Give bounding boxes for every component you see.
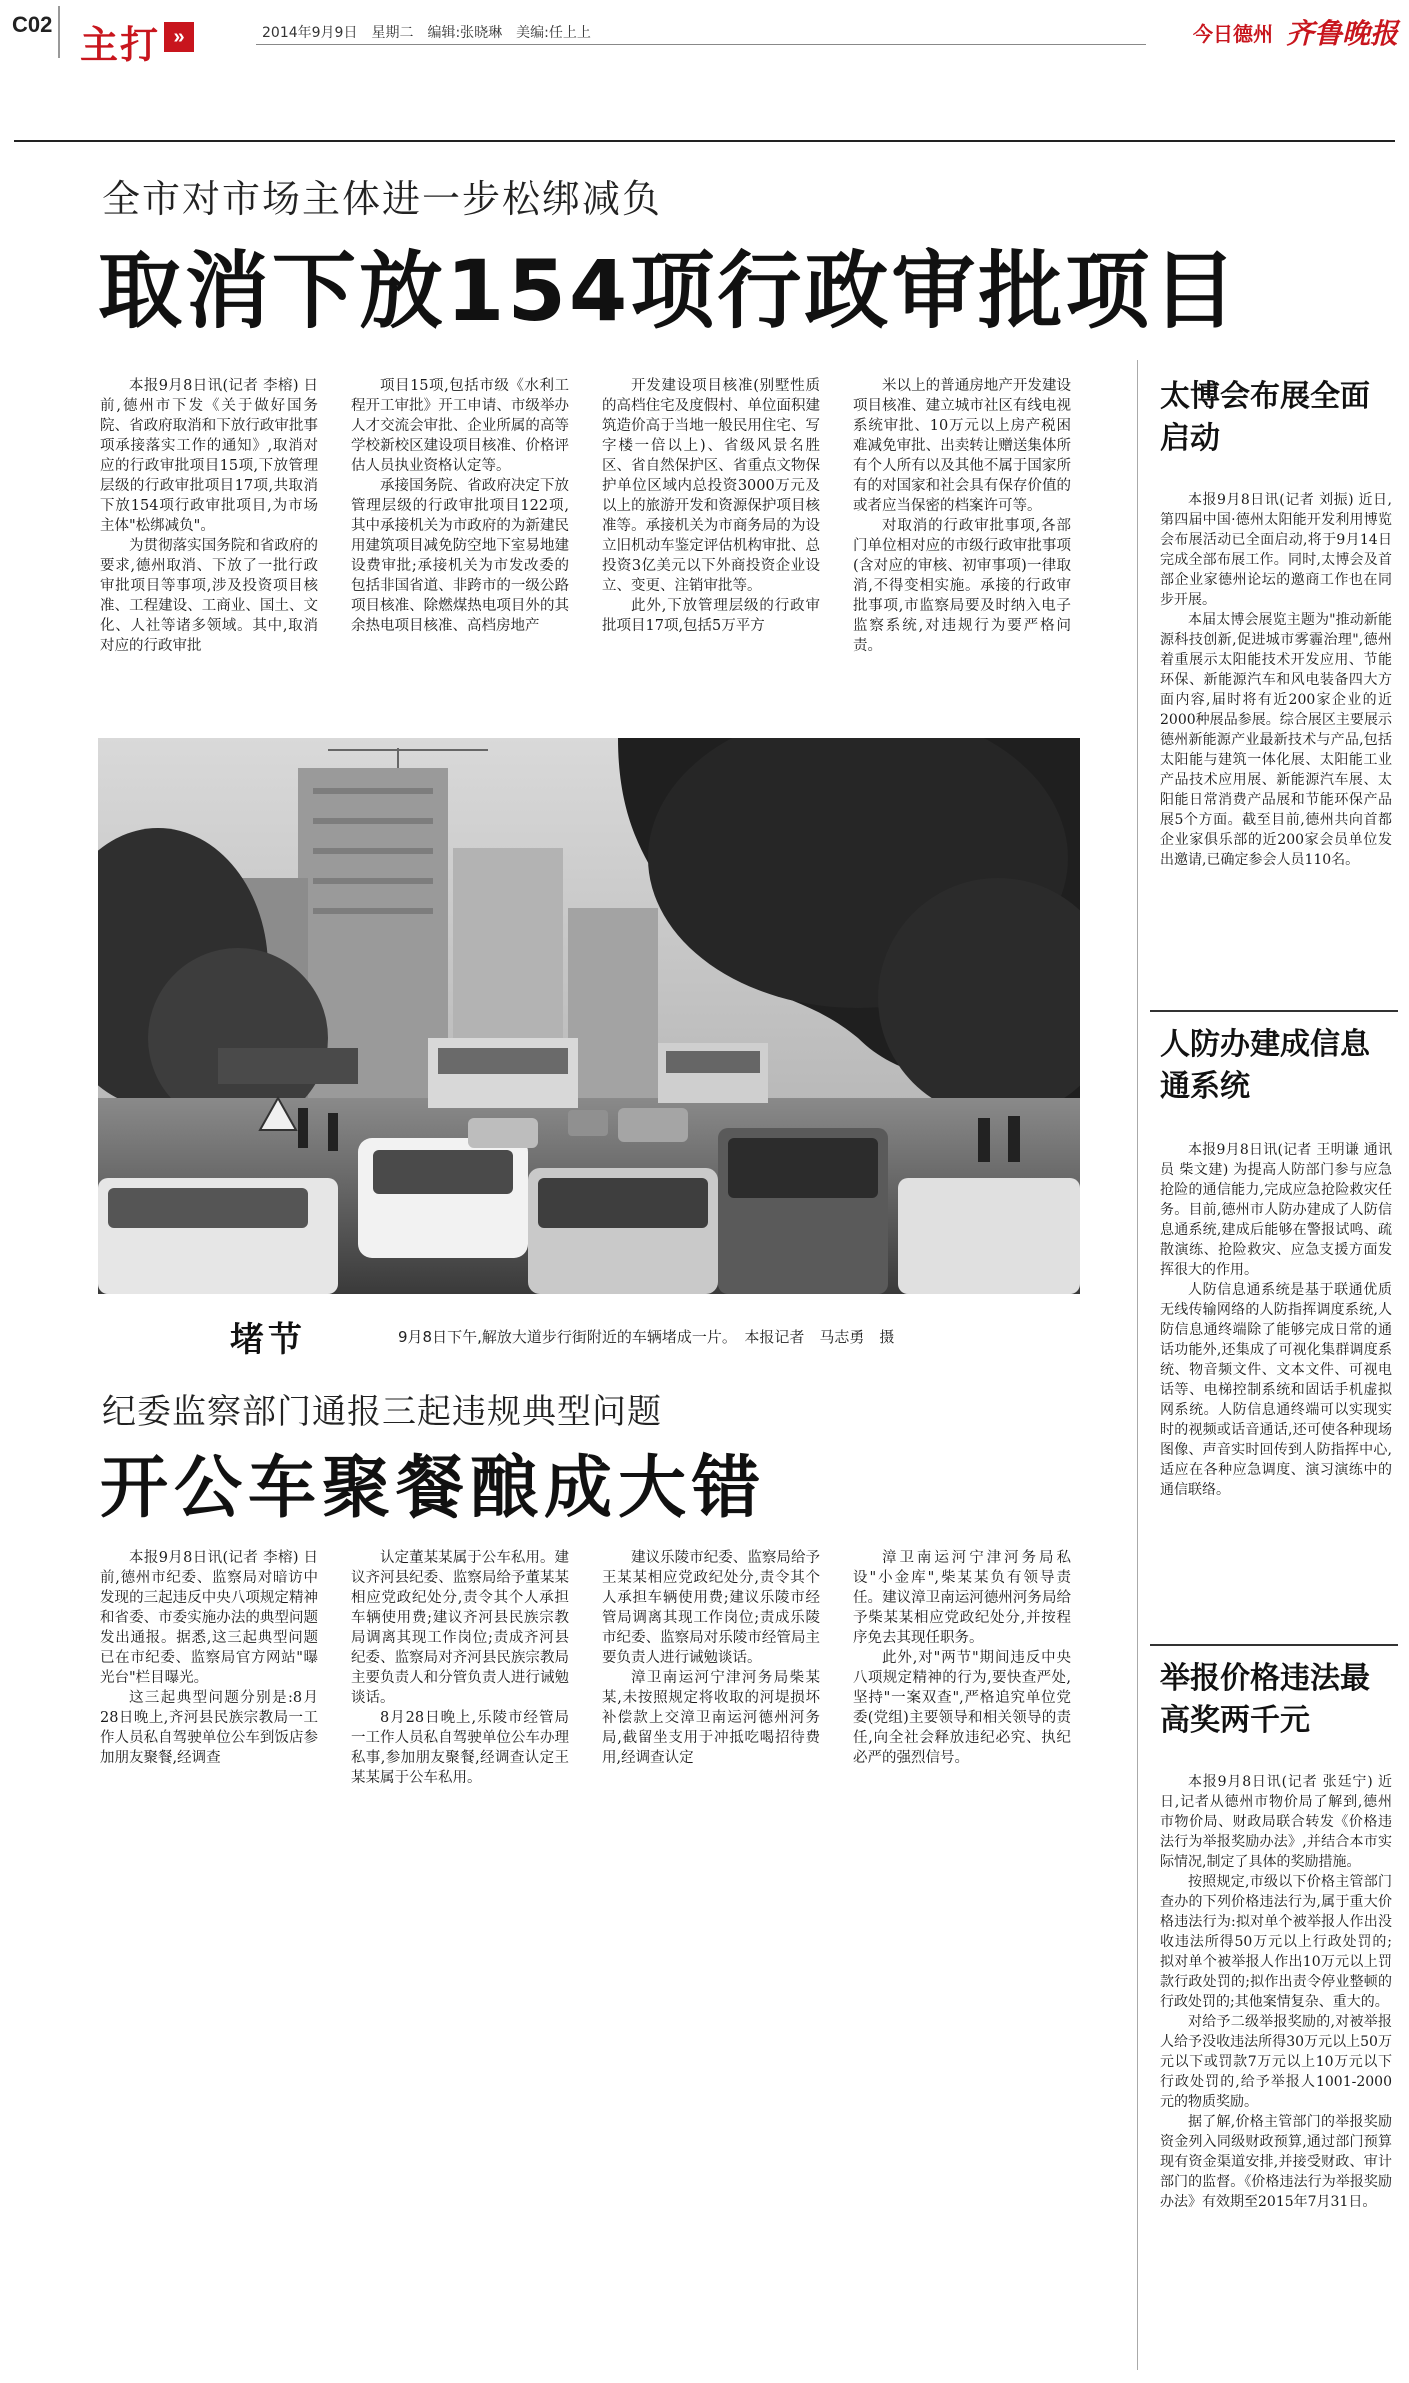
expo-headline	[1160, 376, 1390, 460]
paragraph: 对取消的行政审批事项,各部门单位相对应的市级行政审批事项(含对应的审核、初审事项)一律取消,不得变相实施。承接的行政审批事项,市监察局要及时纳入电子监察系统,对违规行为要严格问责。	[853, 518, 1071, 654]
paragraph: 本报9月8日讯(记者 李榕) 日前,德州市纪委、监察局对暗访中发现的三起违反中央八项规定精神和省委、市委实施办法的典型问题发出通报。据悉,这三起典型问题已在市纪委、监察局官方网站"曝光台"栏目曝光。	[100, 1550, 318, 1686]
story2-column-1	[100, 1548, 318, 1768]
paragraph: 8月28日晚上,乐陵市经管局一工作人员私自驾驶单位公车办理私事,参加朋友聚餐,经调查认定王某某属于公车私用。	[351, 1710, 569, 1786]
photo-label: 堵节	[230, 1320, 306, 1360]
paragraph: 此外,对"两节"期间违反中央八项规定精神的行为,要快查严处,坚持"一案双查",严格追究单位党委(党组)主要领导和相关领导的责任,向全社会释放违纪必究、执纪必严的强烈信号。	[853, 1650, 1071, 1766]
story2-headline: 开公车聚餐酿成大错	[100, 1449, 767, 1528]
paragraph: 项目15项,包括市级《水利工程开工审批》开工申请、市级举办人才交流会审批、企业所属的高等学校新校区建设项目核准、价格评估人员执业资格认定等。	[351, 378, 569, 474]
sidebar-rule	[1150, 1644, 1398, 1646]
expo-body	[1160, 490, 1392, 870]
paragraph: 漳卫南运河宁津河务局柴某某,未按照规定将收取的河堤损坏补偿款上交漳卫南运河德州河务局,截留坐支用于冲抵吃喝招待费用,经调查认定	[602, 1670, 820, 1766]
story2-column-2	[351, 1548, 569, 1788]
header-divider	[58, 6, 60, 58]
paragraph: 本报9月8日讯(记者 刘振) 近日,第四届中国·德州太阳能开发利用博览会布展活动已全面启动,将于9月14日完成全部布展工作。同时,太博会及首部企业家德州论坛的邀商工作也在同步开展。	[1160, 492, 1392, 608]
paragraph: 认定董某某属于公车私用。建议齐河县纪委、监察局给予董某某相应党政纪处分,责令其个人承担车辆使用费;建议齐河县民族宗教局调离其现工作岗位;责成齐河县纪委、监察局对齐河县民族宗教局主要负责人和分管负责人进行诫勉谈话。	[351, 1550, 569, 1706]
section-arrow-icon: »	[164, 22, 194, 52]
paragraph: 漳卫南运河宁津河务局私设"小金库",柴某某负有领导责任。建议漳卫南运河德州河务局给予柴某某相应党政纪处分,并按程序免去其现任职务。	[853, 1550, 1071, 1646]
lead-column-2	[351, 376, 569, 636]
price-report-headline	[1160, 1658, 1390, 1742]
paragraph: 本届太博会展览主题为"推动新能源科技创新,促进城市雾霾治理",德州着重展示太阳能技术开发应用、节能环保、新能源汽车和风电装备四大方面内容,届时将有近200家企业的近2000种展品参展。综合展区主要展示德州新能源产业最新技术与产品,包括太阳能与建筑一体化展、太阳能工业产品技术应用展、新能源汽车展、太阳能日常消费产品展和节能环保产品展5个方面。截至目前,德州共向首都企业家俱乐部的近200家会员单位发出邀请,已确定参会人员110名。	[1160, 612, 1392, 868]
lead-headline: 取消下放154项行政审批项目	[98, 242, 1240, 340]
paragraph: 人防信息通系统是基于联通优质无线传输网络的人防指挥调度系统,人防信息通终端除了能够完成日常的通话功能外,还集成了可视化集群调度系统、物音频文件、文本文件、可视电话等、电梯控制系统和固话手机虚拟网系统。人防信息通终端可以实现实时的视频或话音通话,还可使各种现场图像、声音实时回传到人防指挥中心,适应在各种应急调度、演习演练中的通信联络。	[1160, 1282, 1392, 1498]
paragraph: 这三起典型问题分别是:8月28日晚上,齐河县民族宗教局一工作人员私自驾驶单位公车到饭店参加朋友聚餐,经调查	[100, 1690, 318, 1766]
column-name: 今日德州	[1193, 22, 1273, 46]
paragraph: 建议乐陵市纪委、监察局给予王某某相应党政纪处分,责令其个人承担车辆使用费;建议乐陵市经管局调离其现工作岗位;责成乐陵市纪委、监察局对乐陵市经管局主要负责人进行诫勉谈话。	[602, 1550, 820, 1666]
top-rule	[14, 140, 1395, 142]
paragraph: 本报9月8日讯(记者 张廷宁) 近日,记者从德州市物价局了解到,德州市物价局、财政局联合转发《价格违法行为举报奖励办法》,并结合本市实际情况,制定了具体的奖励措施。	[1160, 1774, 1392, 1870]
civil-defense-headline	[1160, 1024, 1390, 1108]
lead-column-4	[853, 376, 1071, 656]
lead-column-3	[602, 376, 820, 636]
traffic-photo-image	[98, 738, 1080, 1294]
paragraph: 本报9月8日讯(记者 王明谦 通讯员 柴文建) 为提高人防部门参与应急抢险的通信能力,完成应急抢险救灾任务。目前,德州市人防办建成了人防信息通系统,建成后能够在警报试鸣、疏散演练、抢险救灾、应急支援方面发挥很大的作用。	[1160, 1142, 1392, 1278]
lead-column-1	[100, 376, 318, 656]
price-report-headline-text: 举报价格违法最高奖两千元	[1160, 1661, 1370, 1738]
paragraph: 据了解,价格主管部门的举报奖励资金列入同级财政预算,通过部门预算现有资金渠道安排,并接受财政、审计部门的监督。《价格违法行为举报奖励办法》有效期至2015年7月31日。	[1160, 2114, 1392, 2210]
story2-subtitle: 纪委监察部门通报三起违规典型问题	[102, 1392, 662, 1432]
paragraph: 为贯彻落实国务院和省政府的要求,德州取消、下放了一批行政审批项目等事项,涉及投资项目核准、工程建设、工商业、国土、文化、人社等诸多领域。其中,取消对应的行政审批	[100, 538, 318, 654]
paragraph: 承接国务院、省政府决定下放管理层级的行政审批项目122项,其中承接机关为市政府的为新建民用建筑项目减免防空地下室易地建设费审批;承接机关为市发改委的包括非国省道、非跨市的一级公路项目核准、除燃煤热电项目外的其余热电项目核准、高档房地产	[351, 478, 569, 634]
lead-subtitle: 全市对市场主体进一步松绑减负	[102, 177, 663, 221]
paragraph: 米以上的普通房地产开发建设项目核准、建立城市社区有线电视系统审批、10万元以上房产税困难减免审批、出卖转让赠送集体所有个人所有以及其他不属于国家所有的对国家和社会具有保存价值的或者应当保密的档案许可等。	[853, 378, 1071, 514]
price-report-body	[1160, 1772, 1392, 2212]
paragraph: 此外,下放管理层级的行政审批项目17项,包括5万平方	[602, 598, 820, 634]
story2-column-3	[602, 1548, 820, 1768]
civil-defense-headline-text: 人防办建成信息通系统	[1160, 1027, 1370, 1104]
sidebar-divider	[1137, 360, 1138, 2370]
issue-meta: 2014年9月9日 星期二 编辑:张晓琳 美编:任上上	[262, 25, 591, 41]
story2-column-4	[853, 1548, 1071, 1768]
paragraph: 开发建设项目核准(别墅性质的高档住宅及度假村、单位面积建筑造价高于当地一般民用住宅、写字楼一倍以上)、省级风景名胜区、省自然保护区、省重点文物保护单位区域内总投资3000万元及以上的旅游开发和资源保护项目核准等。承接机关为市商务局的为设立旧机动车鉴定评估机构审批、总投资3亿美元以下外商投资企业设立、变更、注销审批等。	[602, 378, 820, 594]
sidebar-rule	[1150, 1010, 1398, 1012]
paragraph: 按照规定,市级以下价格主管部门查办的下列价格违法行为,属于重大价格违法行为:拟对单个被举报人作出没收违法所得50万元以上行政处罚的;拟对单个被举报人作出10万元以上罚款行政处罚的;拟作出责令停业整顿的行政处罚的;其他案情复杂、重大的。	[1160, 1874, 1392, 2010]
photo-caption: 9月8日下午,解放大道步行街附近的车辆堵成一片。 本报记者 马志勇 摄	[398, 1328, 895, 1346]
paragraph: 本报9月8日讯(记者 李榕) 日前,德州市下发《关于做好国务院、省政府取消和下放行政审批事项承接落实工作的通知》,取消对应的行政审批项目15项,下放管理层级的行政审批项目17项,共取消下放154项行政审批项目,为市场主体"松绑减负"。	[100, 378, 318, 534]
newspaper-logo: 齐鲁晚报	[1286, 17, 1399, 50]
section-title: 主打	[80, 23, 161, 67]
traffic-photo	[98, 738, 1080, 1294]
civil-defense-body	[1160, 1140, 1392, 1500]
expo-headline-text: 太博会布展全面启动	[1160, 379, 1370, 456]
paragraph: 对给予二级举报奖励的,对被举报人给予没收违法所得30万元以上50万元以下或罚款7万元以上10万元以下行政处罚的,给予举报人1001-2000元的物质奖励。	[1160, 2014, 1392, 2110]
page-number: C02	[12, 12, 53, 37]
header-rule	[256, 44, 1146, 45]
